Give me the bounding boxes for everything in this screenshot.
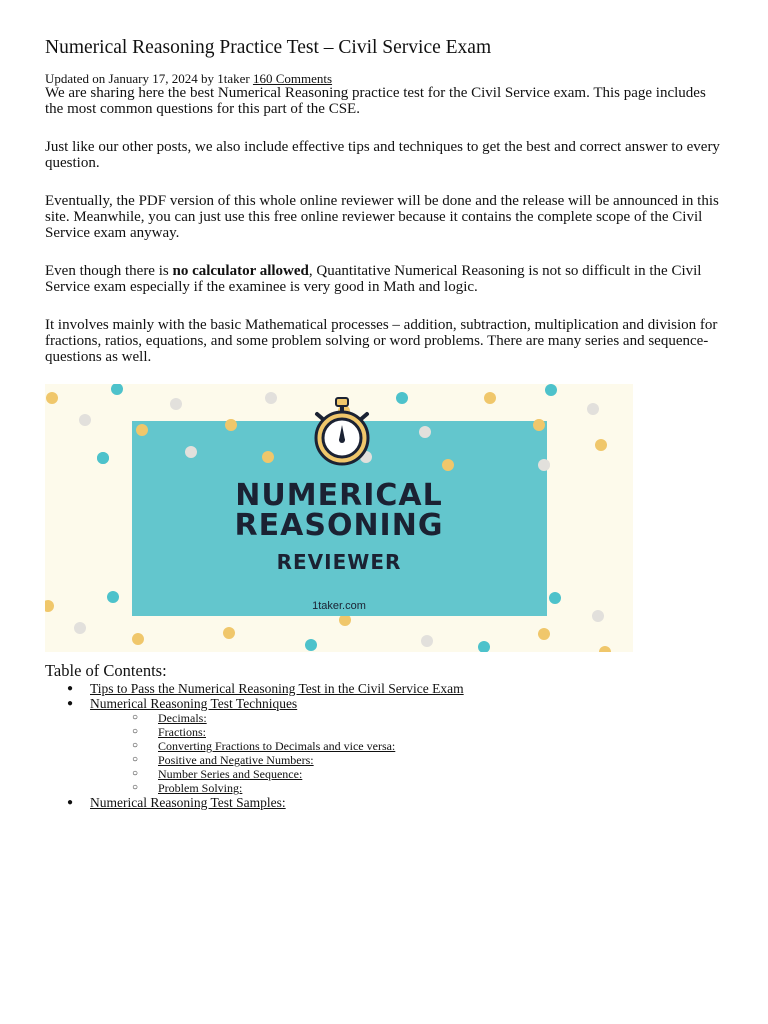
circle-bullet-icon: ○ (132, 726, 139, 737)
hero-line-3: REVIEWER (276, 550, 402, 574)
toc-subitem-positive-negative (45, 753, 725, 767)
hero-image (45, 384, 633, 652)
page-title: Numerical Reasoning Practice Test – Civil Service Exam (45, 37, 492, 58)
toc-item-techniques (45, 696, 725, 711)
stopwatch-icon (307, 396, 377, 468)
toc-subitem-converting (45, 739, 725, 753)
toc-link-samples[interactable]: Numerical Reasoning Test Samples: (90, 795, 286, 810)
circle-bullet-icon: ○ (132, 712, 139, 723)
toc-link-decimals[interactable]: Decimals: (158, 711, 207, 725)
paragraph-pdf: Eventually, the PDF version of this whole online reviewer will be done and the release will be announced in this site. Meanwhile, you can just use this free online reviewer because it contains the complete scope of the Civil Service exam anyway. (45, 193, 719, 241)
toc-subitem-problem-solving (45, 781, 725, 795)
toc-link-techniques[interactable]: Numerical Reasoning Test Techniques (90, 696, 298, 711)
toc-subitem-fractions (45, 725, 725, 739)
article (45, 36, 725, 365)
bullet-icon: ● (67, 797, 74, 808)
toc-subitem-series (45, 767, 725, 781)
table-of-contents (45, 661, 725, 810)
paragraph-tips: Just like our other posts, we also include effective tips and techniques to get the best and correct answer to every question. (45, 139, 720, 171)
calc-after: , Quantitative Numerical Reasoning is not so difficult in the Civil Service exam especially if the examinee is very good in Math and logic. (45, 263, 702, 295)
comments-link[interactable]: 160 Comments (252, 71, 333, 86)
calc-bold: no calculator allowed (172, 263, 309, 280)
hero-url: 1taker.com (312, 600, 366, 612)
calc-before: Even though there is (45, 263, 173, 280)
paragraph-intro: We are sharing here the best Numerical Reasoning practice test for the Civil Service exam. This page includes the most common questions for this part of the CSE. (45, 85, 706, 117)
circle-bullet-icon: ○ (132, 754, 139, 765)
bullet-icon: ● (67, 683, 74, 694)
toc-item-samples (45, 795, 725, 810)
toc-link-problem-solving[interactable]: Problem Solving: (158, 781, 243, 795)
toc-link-converting[interactable]: Converting Fractions to Decimals and vice versa: (158, 739, 396, 753)
circle-bullet-icon: ○ (132, 740, 139, 751)
toc-list (45, 681, 725, 810)
paragraph-processes: It involves mainly with the basic Mathematical processes – addition, subtraction, multiplication and division for fractions, ratios, equations, and some problem solving or word problems. There are many series and sequence-questions as well. (45, 317, 718, 365)
updated-date: Updated on January 17, 2024 by 1taker (45, 71, 250, 86)
hero-line-1: NUMERICAL (235, 478, 443, 513)
toc-link-positive-negative[interactable]: Positive and Negative Numbers: (158, 753, 314, 767)
toc-link-tips[interactable]: Tips to Pass the Numerical Reasoning Test in the Civil Service Exam (90, 681, 464, 696)
circle-bullet-icon: ○ (132, 768, 139, 779)
paragraph-calculator (45, 264, 725, 295)
post-meta (45, 71, 725, 86)
toc-link-series[interactable]: Number Series and Sequence: (158, 767, 303, 781)
toc-item-tips (45, 681, 725, 696)
hero-line-2: REASONING (234, 508, 444, 543)
toc-subitem-decimals (45, 711, 725, 725)
circle-bullet-icon: ○ (132, 782, 139, 793)
bullet-icon: ● (67, 698, 74, 709)
toc-link-fractions[interactable]: Fractions: (158, 725, 206, 739)
toc-title: Table of Contents: (45, 661, 167, 680)
